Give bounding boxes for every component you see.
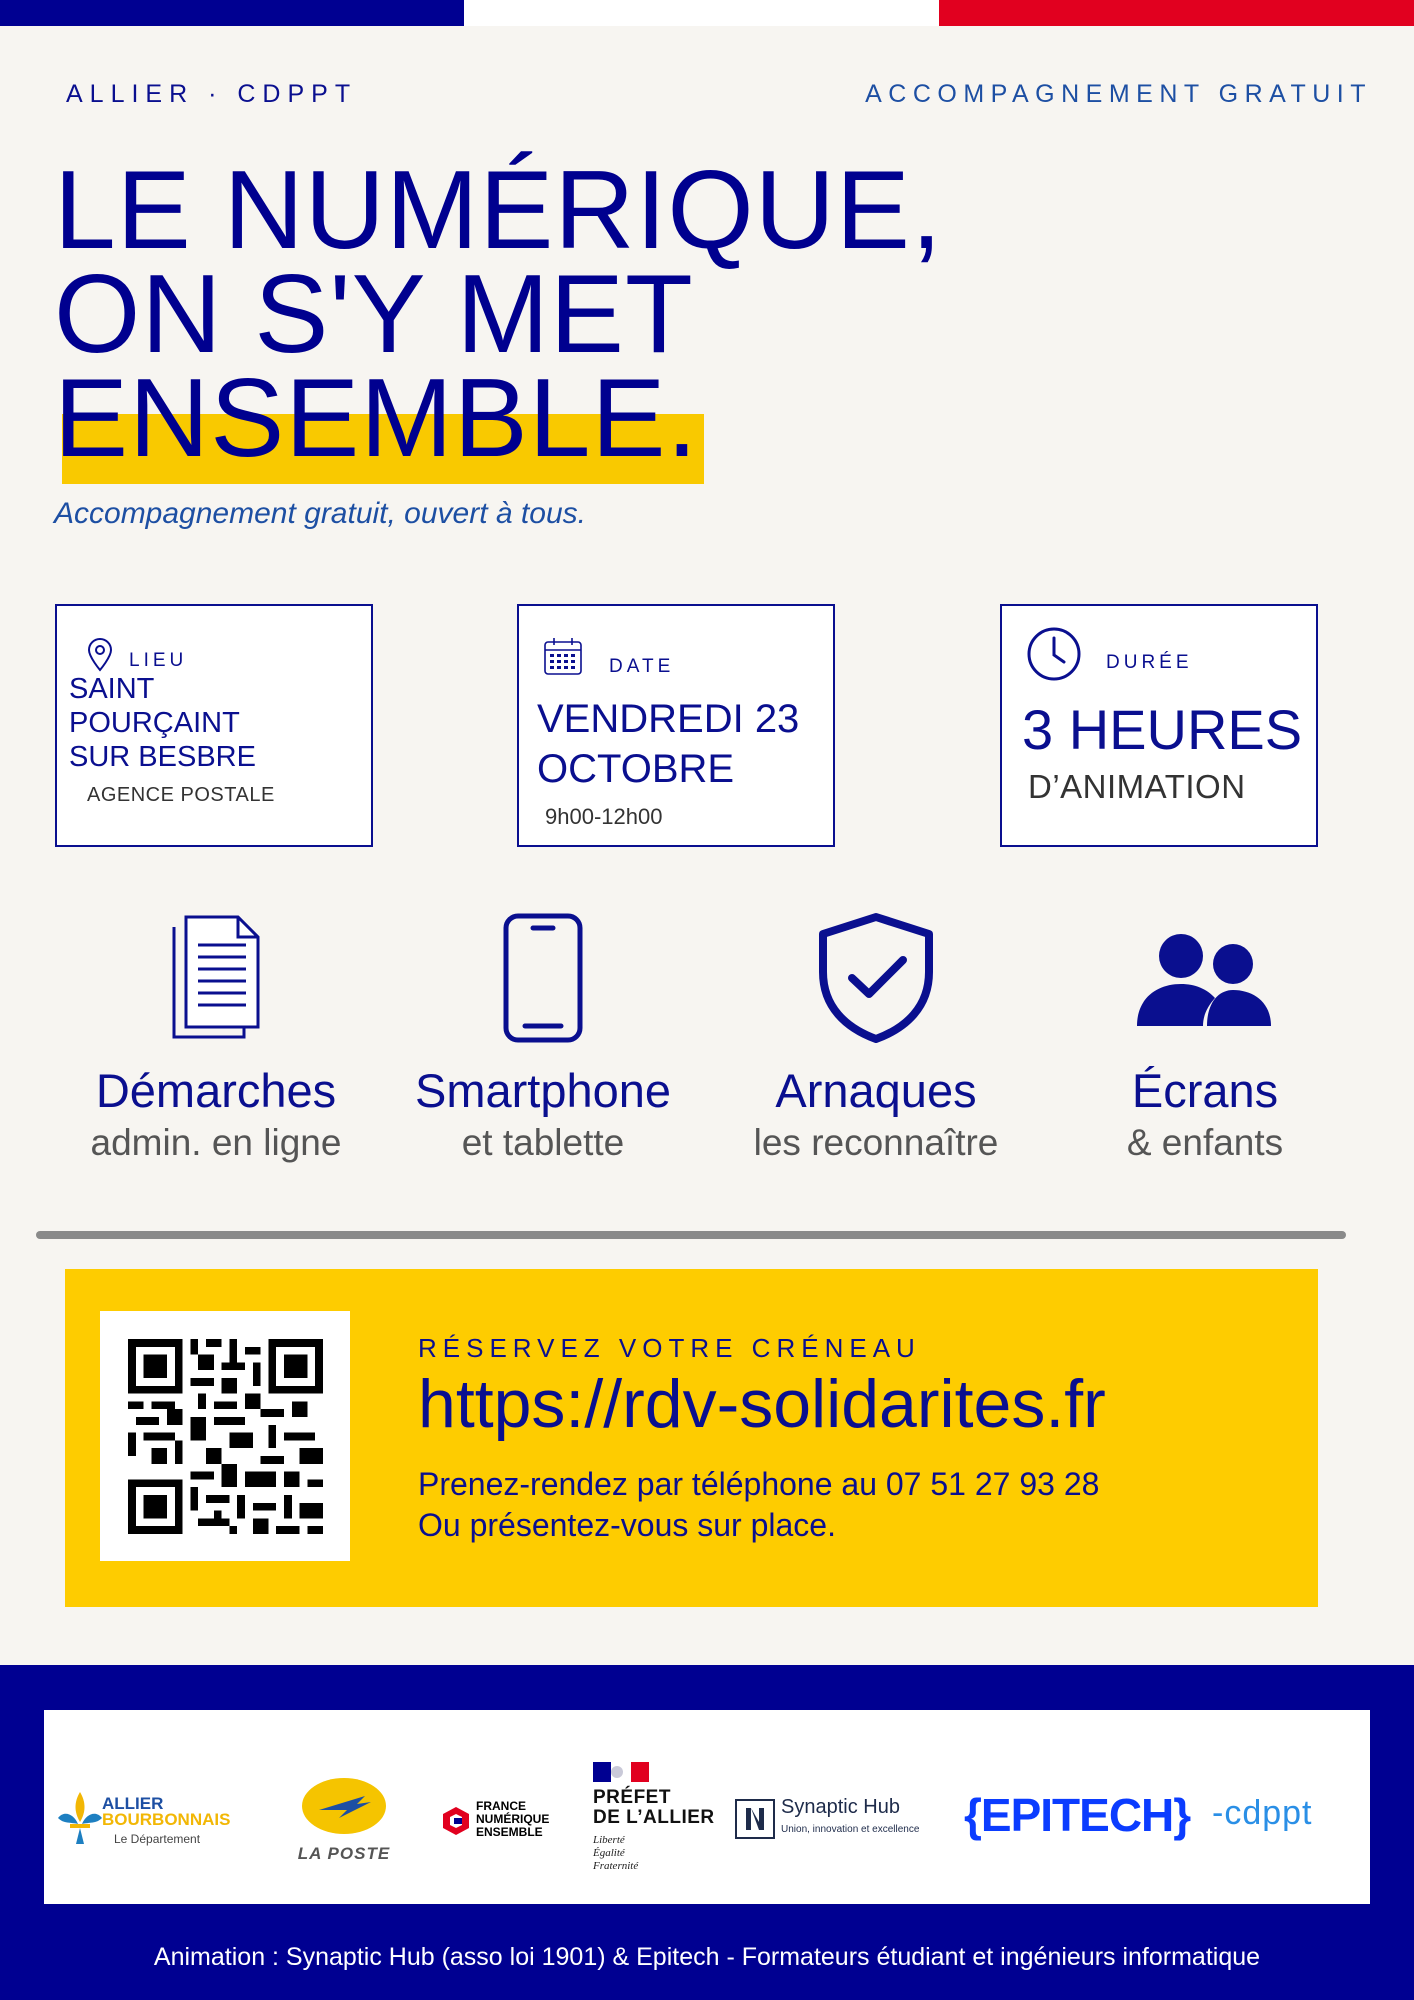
hero-subtitle: Accompagnement gratuit, ouvert à tous. <box>54 497 586 530</box>
people-icon <box>1040 910 1370 1045</box>
card-sub: 9h00-12h00 <box>545 804 663 829</box>
date-line-1: VENDREDI 23 <box>537 697 800 741</box>
clock-icon <box>1026 626 1082 687</box>
card-sub: D’ANIMATION <box>1028 768 1246 805</box>
logo-epitech <box>964 1788 1194 1848</box>
allier-name2: BOURBONNAIS <box>102 1810 231 1829</box>
feature-title: Démarches <box>95 1064 337 1117</box>
shield-check-icon <box>711 910 1041 1045</box>
flag-blue-stripe <box>0 0 464 26</box>
fleur-de-lis-icon <box>52 1788 108 1848</box>
synaptic-name: Synaptic Hub <box>781 1796 900 1818</box>
page-title <box>54 148 943 480</box>
title-line-2: ON S'Y MET <box>54 252 694 376</box>
logo-prefet-allier <box>589 1762 719 1884</box>
prefet-line-1: PRÉFET <box>593 1787 671 1808</box>
smartphone-icon <box>378 910 708 1045</box>
motto-egalite: Égalité <box>593 1847 625 1859</box>
logo-cdppt <box>1212 1794 1362 1844</box>
document-icon <box>51 910 381 1045</box>
calendar-icon <box>543 636 583 681</box>
feature-ecrans <box>1040 910 1370 1164</box>
card-sub: AGENCE POSTALE <box>87 784 275 806</box>
prefet-line-2: DE L’ALLIER <box>593 1807 715 1828</box>
partner-logos <box>44 1710 1370 1904</box>
motto-liberte: Liberté <box>593 1834 625 1846</box>
org-label: ALLIER · CDPPT <box>66 80 358 108</box>
fne-hexagon-icon <box>442 1806 470 1836</box>
tricolor-band <box>0 0 1414 26</box>
info-card-date <box>517 604 835 847</box>
fne-line-2: NUMÉRIQUE <box>476 1812 550 1826</box>
location-line-1: SAINT <box>69 673 155 705</box>
feature-title: Arnaques <box>775 1064 977 1117</box>
synaptic-tagline: Union, innovation et excellence <box>781 1824 920 1835</box>
cdppt-name: -cdppt <box>1212 1794 1313 1832</box>
title-line-1: LE NUMÉRIQUE, <box>54 148 943 272</box>
allier-name: ALLIER <box>102 1794 164 1813</box>
card-value <box>69 672 359 774</box>
footer <box>0 1665 1414 2000</box>
motto-fraternite: Fraternité <box>593 1860 639 1872</box>
section-divider <box>36 1231 1346 1239</box>
flag-red-stripe <box>939 0 1414 26</box>
qr-code[interactable] <box>100 1311 350 1561</box>
booking-phone-text: Prenez-rendez par téléphone au 07 51 27 93 28 <box>418 1466 1100 1502</box>
fne-line-3: ENSEMBLE <box>476 1825 543 1839</box>
fne-line-1: FRANCE <box>476 1799 526 1813</box>
feature-arnaques <box>711 910 1041 1164</box>
logo-allier-bourbonnais <box>52 1788 262 1848</box>
qr-code-icon <box>128 1339 323 1534</box>
card-label: LIEU <box>129 650 188 671</box>
card-label: DATE <box>609 656 675 677</box>
card-value <box>537 694 832 794</box>
feature-title: Écrans <box>1131 1064 1279 1117</box>
feature-subtitle: & enfants <box>1126 1122 1284 1163</box>
flag-white-stripe <box>464 0 939 26</box>
feature-subtitle: admin. en ligne <box>90 1122 342 1163</box>
location-line-3: SUR BESBRE <box>69 741 256 773</box>
tag-label: ACCOMPAGNEMENT GRATUIT <box>865 80 1372 108</box>
booking-url-link[interactable]: https://rdv-solidarites.fr <box>418 1366 1106 1442</box>
allier-tagline: Le Département <box>114 1832 201 1846</box>
booking-kicker: RÉSERVEZ VOTRE CRÉNEAU <box>418 1333 921 1363</box>
feature-subtitle: et tablette <box>461 1122 625 1163</box>
feature-title: Smartphone <box>414 1064 672 1117</box>
info-card-location <box>55 604 373 847</box>
logo-synaptic-hub <box>734 1796 944 1842</box>
marianne-flag-icon <box>593 1762 649 1782</box>
card-value: 3 HEURES <box>1022 698 1303 761</box>
footer-credit: Animation : Synaptic Hub (asso loi 1901) & Epitech - Formateurs étudiant et ingénieurs informatique <box>153 1943 1261 1971</box>
logo-france-numerique-ensemble <box>442 1800 572 1844</box>
feature-subtitle: les reconnaître <box>753 1122 999 1163</box>
info-card-duration <box>1000 604 1318 847</box>
epitech-name: {EPITECH} <box>964 1789 1191 1841</box>
la-poste-name: LA POSTE <box>297 1844 391 1863</box>
feature-demarches <box>51 910 381 1164</box>
title-line-3-highlighted: ENSEMBLE. <box>54 356 699 480</box>
date-line-2: OCTOBRE <box>537 747 735 791</box>
la-poste-bird-icon <box>299 1776 389 1836</box>
location-line-2: POURÇAINT <box>69 707 240 739</box>
booking-walkin-text: Ou présentez-vous sur place. <box>418 1507 836 1543</box>
card-label: DURÉE <box>1106 652 1193 673</box>
synaptic-hub-mark-icon <box>734 1798 776 1840</box>
booking-panel <box>65 1269 1318 1607</box>
feature-smartphone <box>378 910 708 1164</box>
logo-la-poste <box>289 1776 399 1868</box>
